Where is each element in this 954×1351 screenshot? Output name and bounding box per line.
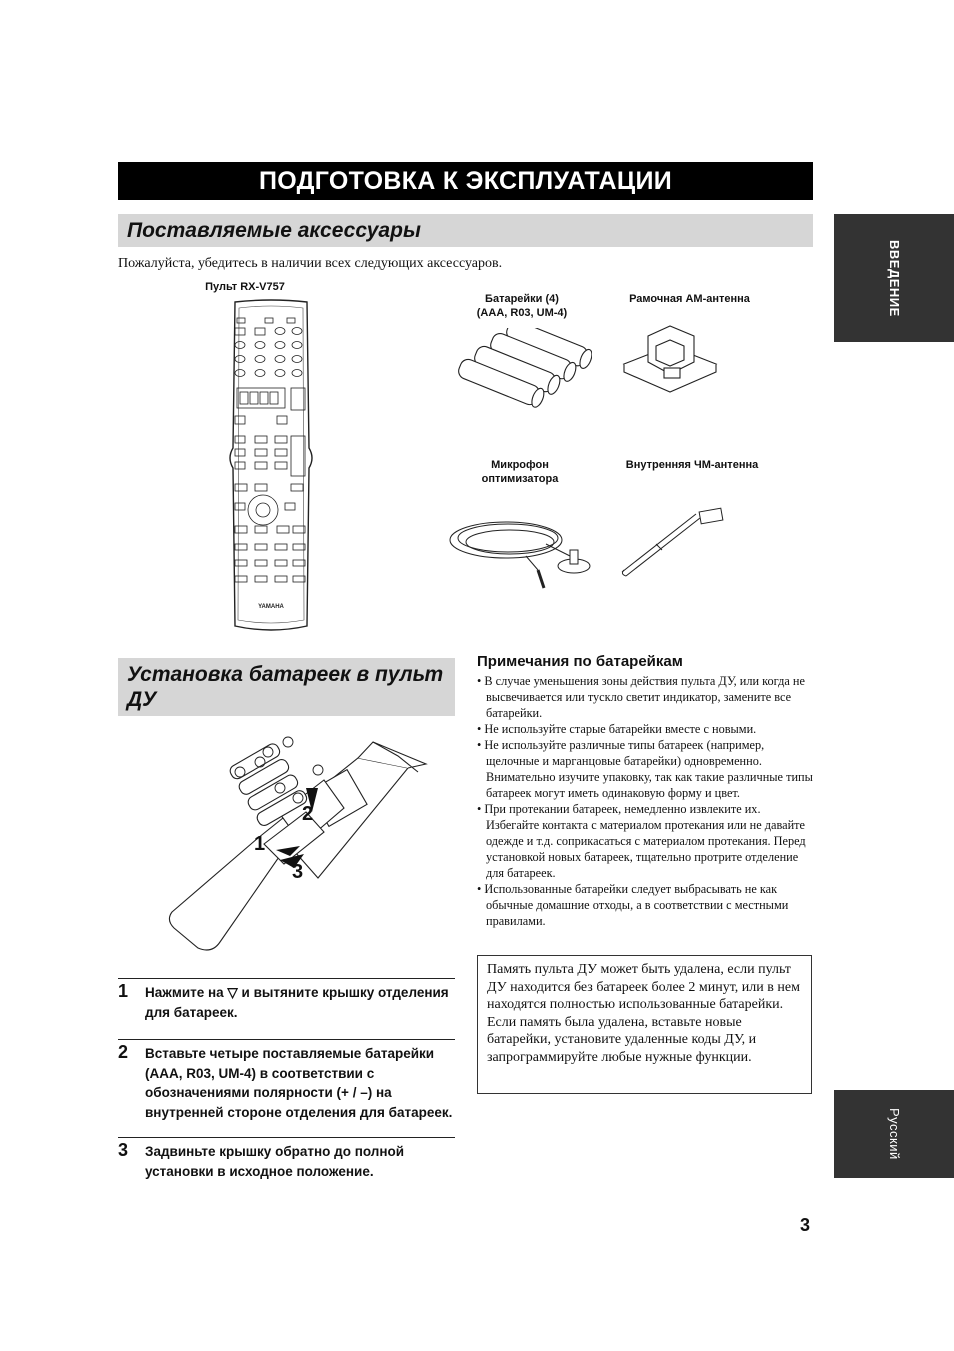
mic-caption-line1: Микрофон <box>491 459 549 471</box>
fm-antenna-caption: Внутренняя ЧМ-антенна <box>625 459 759 471</box>
step-1 <box>118 978 455 1037</box>
figure-label-1: 1 <box>254 833 266 855</box>
step-3-number: 3 <box>118 1140 129 1160</box>
fm-antenna-illustration <box>616 500 734 582</box>
step-2 <box>118 1039 455 1132</box>
remote-brand: YAMAHA <box>258 604 284 610</box>
battery-notes-list <box>477 673 813 929</box>
battery-install-illustration <box>168 728 446 966</box>
install-heading: Установка батареек в пульт ДУ <box>118 658 455 716</box>
accessories-heading: Поставляемые аксессуары <box>118 214 813 247</box>
memory-notice-box: Память пульта ДУ может быть удалена, если пульт ДУ находится без батареек более 2 минут, или в нем находятся полностью использованные батарейки. Если память была удалена, вставьте новые батарейки, установите удаленные коды ДУ, и запрограммируйте любые нужные функции. <box>477 955 812 1094</box>
microphone-illustration <box>446 500 596 592</box>
step-2-number: 2 <box>118 1042 129 1062</box>
note-item: • Не используйте различные типы батареек (например, щелочные и марганцовые батарейки) одновременно. Внимательно изучите упаковку, так как такие различные типы батареек могут иметь одинаковую форму и цвет. <box>477 738 813 800</box>
note-item: • В случае уменьшения зоны действия пульта ДУ, или когда не высвечивается или тускло светит индикатор, замените все батарейки. <box>477 674 805 720</box>
remote-control-illustration <box>225 298 317 638</box>
accessories-intro: Пожалуйста, убедитесь в наличии всех следующих аксессуаров. <box>118 256 503 271</box>
figure-label-2: 2 <box>302 803 314 825</box>
remote-caption: Пульт RX-V757 <box>205 281 285 293</box>
am-antenna-illustration <box>620 316 720 408</box>
note-item: • Использованные батарейки следует выбрасывать не как обычные домашние отходы, а в соответствии с местными правилами. <box>477 882 789 928</box>
batteries-caption-line1: Батарейки (4) <box>485 293 559 305</box>
tab-introduction: ВВЕДЕНИЕ <box>834 214 954 342</box>
step-2-text: Вставьте четыре поставляемые батарейки (AAA, R03, UM-4) в соответствии с обозначениями полярности (+ / –) на внутренней стороне отделения для батареек. <box>145 1046 453 1120</box>
note-item: • Не используйте старые батарейки вместе с новыми. <box>477 722 757 736</box>
step-3-text: Задвиньте крышку обратно до полной установки в исходное положение. <box>145 1144 405 1179</box>
step-1-number: 1 <box>118 981 129 1001</box>
note-item: • При протекании батареек, немедленно извлеките их. Избегайте контакта с материалом протекания или не давайте одежде и т.д. соприкасаться с материалом протекания. Перед установкой новых батареек, тщательно протрите отделение для батареек. <box>477 802 806 880</box>
page-number: 3 <box>800 1215 811 1235</box>
step-3 <box>118 1137 455 1188</box>
step-1-text: Нажмите на ▽ и вытяните крышку отделения для батареек. <box>145 985 449 1020</box>
mic-caption <box>465 458 575 486</box>
batteries-caption-line2: (AAA, R03, UM-4) <box>476 307 568 319</box>
battery-notes-title: Примечания по батарейкам <box>477 653 683 670</box>
mic-caption-line2: оптимизатора <box>481 473 559 485</box>
batteries-caption <box>452 292 592 320</box>
batteries-illustration <box>452 328 592 418</box>
tab-language: Русский <box>834 1090 954 1178</box>
page-title: ПОДГОТОВКА К ЭКСПЛУАТАЦИИ <box>118 162 813 200</box>
am-antenna-caption: Рамочная AM-антенна <box>629 293 750 305</box>
figure-label-3: 3 <box>292 861 304 883</box>
